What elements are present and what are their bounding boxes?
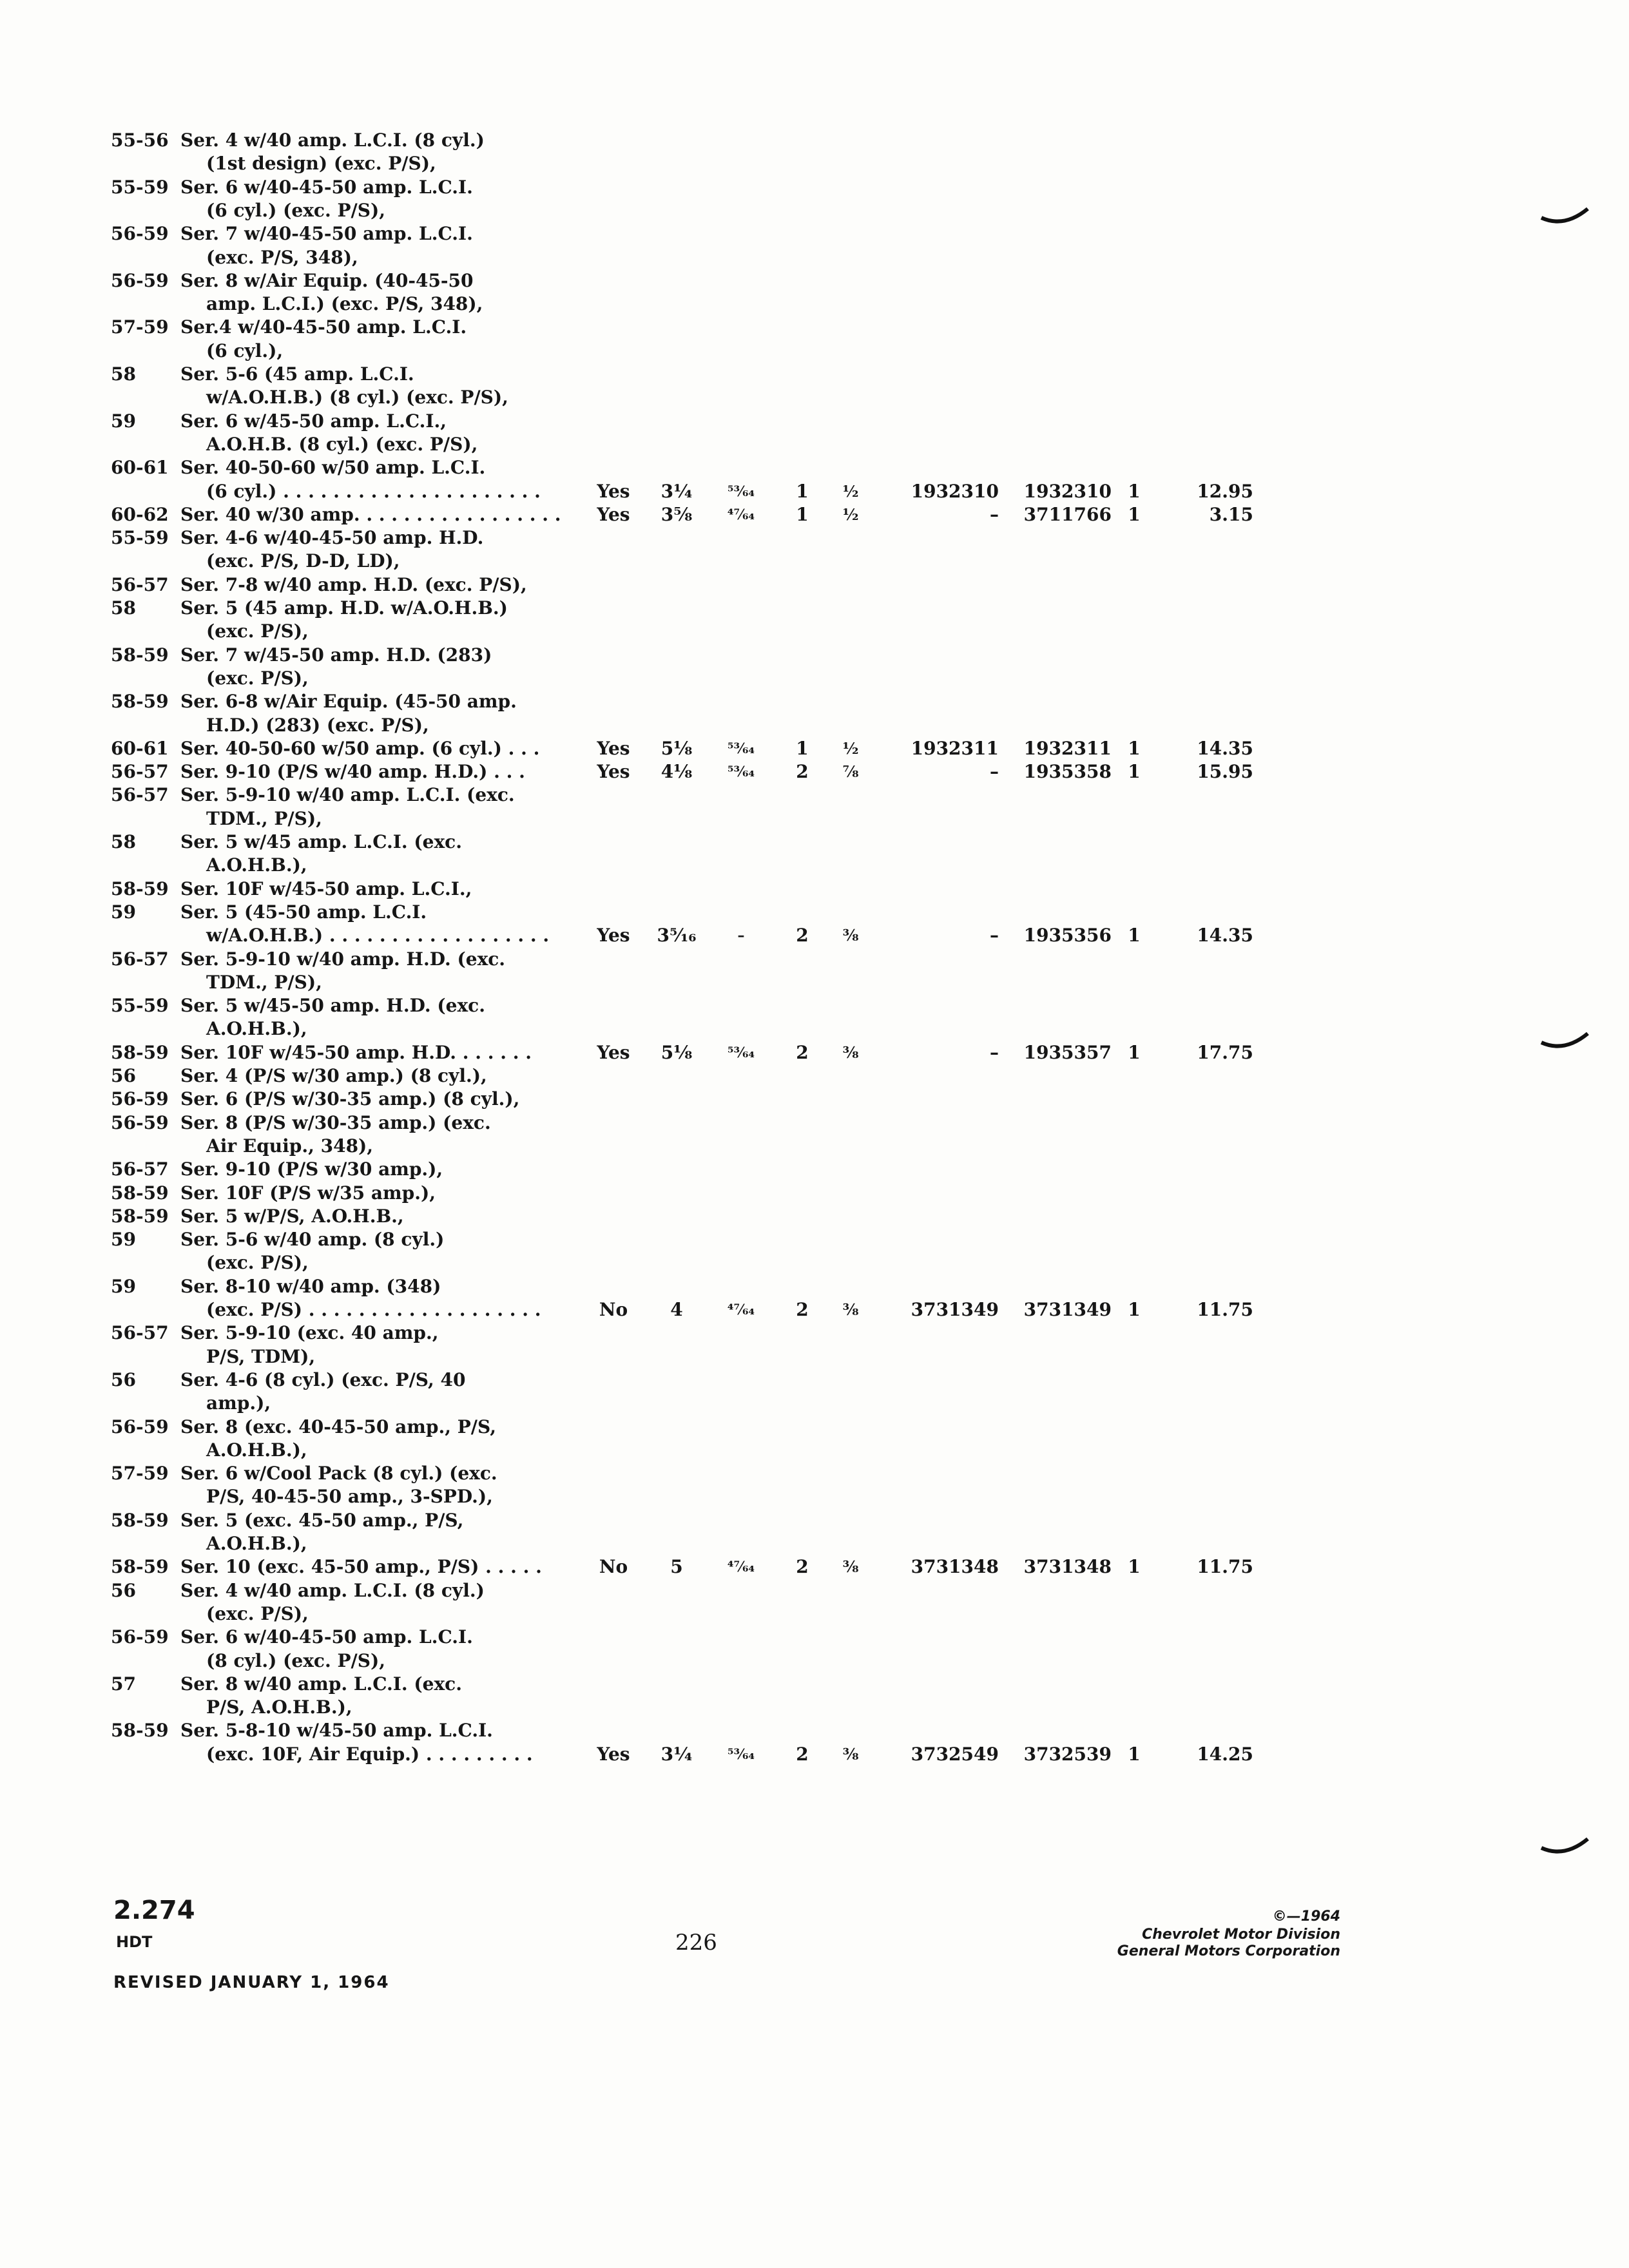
quantity-a: 2 [796,1041,809,1063]
price: 15.95 [1197,761,1253,783]
new-part-number: 3731348 [1023,1556,1112,1578]
fraction: ⁴⁷⁄₆₄ [727,1559,755,1576]
service-flag: Yes [597,1041,630,1063]
table-row [0,525,1629,551]
length: 3¼ [660,480,693,502]
application-description: amp. L.C.I.) (exc. P/S, 348), [206,293,483,315]
quantity: 1 [1128,1299,1141,1320]
application-description: Ser. 5 (exc. 45-50 amp., P/S, [180,1509,464,1531]
application-description: Ser. 40-50-60 w/50 amp. (6 cyl.) . . . [180,737,540,759]
model-years: 56-57 [111,1158,169,1180]
model-years: 58 [111,363,136,385]
price: 17.75 [1197,1041,1253,1063]
table-row [0,595,1629,621]
quantity-a: 2 [796,925,809,947]
table-row [0,1180,1629,1206]
length: 5 [670,1556,683,1578]
model-years: 56-57 [111,573,169,595]
model-years: 57 [111,1673,136,1695]
original-part-number: 1932310 [911,480,999,502]
fraction: ⁵³⁄₆₄ [727,764,755,781]
size: ½ [842,505,859,524]
model-years: 56-59 [111,1111,169,1133]
original-part-number: – [990,503,999,525]
table-row [0,736,1629,762]
table-row [0,361,1629,387]
fraction: ⁴⁷⁄₆₄ [727,506,755,523]
table-row [0,1742,1629,1767]
table-row [0,338,1629,364]
table-row [0,619,1629,644]
table-row [0,432,1629,457]
service-flag: Yes [597,737,630,759]
application-description: Ser. 7 w/45-50 amp. H.D. (283) [180,644,492,666]
application-description: Ser. 8-10 w/40 amp. (348) [180,1275,441,1297]
model-years: 59 [111,1229,136,1251]
application-description: (1st design) (exc. P/S), [206,153,436,175]
new-part-number: 1935357 [1023,1041,1112,1063]
length: 5⅛ [660,737,693,759]
service-flag: Yes [597,925,630,947]
table-row [0,198,1629,224]
application-description: Ser. 5 w/P/S, A.O.H.B., [180,1205,404,1227]
table-row [0,1344,1629,1370]
application-description: Ser. 7 w/40-45-50 amp. L.C.I. [180,223,473,245]
catalog-code: HDT [116,1933,153,1951]
quantity: 1 [1128,1041,1141,1063]
application-description: Ser. 4-6 (8 cyl.) (exc. P/S, 40 [180,1369,466,1390]
application-description: Ser. 5-8-10 w/45-50 amp. L.C.I. [180,1720,493,1742]
quantity-a: 1 [796,480,809,502]
quantity: 1 [1128,503,1141,525]
application-description: Ser. 6 w/40-45-50 amp. L.C.I. [180,176,473,198]
service-flag: Yes [597,761,630,783]
application-description: Ser. 10 (exc. 45-50 amp., P/S) . . . . . [180,1556,542,1578]
table-row [0,1695,1629,1720]
size: ⅜ [842,1300,859,1319]
size: ⅜ [842,926,859,945]
new-part-number: 3731349 [1023,1299,1112,1320]
table-row [0,923,1629,948]
application-description: (exc. P/S) . . . . . . . . . . . . . . . . . . . [206,1299,541,1320]
quantity-a: 2 [796,1743,809,1765]
model-years: 59 [111,901,136,923]
application-description: P/S, TDM), [206,1345,316,1367]
table-row [0,689,1629,715]
table-row [0,1531,1629,1557]
original-part-number: – [990,761,999,783]
table-row [0,502,1629,528]
table-row [0,1250,1629,1276]
application-description: w/A.O.H.B.) . . . . . . . . . . . . . . . . . . [206,925,550,947]
model-years: 58 [111,831,136,852]
table-row [0,1390,1629,1416]
application-description: Ser. 6 (P/S w/30-35 amp.) (8 cyl.), [180,1088,520,1110]
table-row [0,1367,1629,1393]
size: ½ [842,481,859,501]
application-description: (6 cyl.), [206,340,284,361]
application-description: Ser. 5-6 w/40 amp. (8 cyl.) [180,1229,445,1251]
quantity: 1 [1128,1743,1141,1765]
model-years: 58 [111,597,136,619]
table-row [0,151,1629,177]
model-years: 59 [111,410,136,432]
application-description: Ser. 5-9-10 w/40 amp. H.D. (exc. [180,948,506,970]
original-part-number: 3731349 [911,1299,999,1320]
application-description: Ser. 8 w/40 amp. L.C.I. (exc. [180,1673,462,1695]
table-row [0,852,1629,878]
model-years: 60-61 [111,457,169,479]
model-years: 59 [111,1275,136,1297]
service-flag: Yes [597,503,630,525]
application-description: (exc. P/S, 348), [206,246,358,268]
model-years: 58-59 [111,1556,169,1578]
application-description: Ser. 5 (45-50 amp. L.C.I. [180,901,427,923]
application-description: (exc. 10F, Air Equip.) . . . . . . . . . [206,1743,533,1765]
service-flag: Yes [597,480,630,502]
length: 5⅛ [660,1041,693,1063]
application-description: Ser. 10F w/45-50 amp. H.D. . . . . . . [180,1041,532,1063]
application-description: Ser. 5-6 (45 amp. L.C.I. [180,363,414,385]
application-description: amp.), [206,1392,271,1414]
table-row [0,642,1629,668]
model-years: 60-62 [111,503,169,525]
price: 12.95 [1197,480,1253,502]
binding-mark-icon [1539,204,1590,229]
application-description: (8 cyl.) (exc. P/S), [206,1649,385,1671]
application-description: Ser. 7-8 w/40 amp. H.D. (exc. P/S), [180,573,527,595]
size: ½ [842,738,859,758]
table-row [0,759,1629,785]
application-description: A.O.H.B.), [206,1533,307,1554]
table-row [0,1110,1629,1136]
application-description: Ser. 5-9-10 w/40 amp. L.C.I. (exc. [180,784,515,806]
quantity: 1 [1128,761,1141,783]
application-description: Ser. 8 (P/S w/30-35 amp.) (exc. [180,1111,491,1133]
table-row [0,291,1629,317]
table-row [0,1508,1629,1533]
application-description: H.D.) (283) (exc. P/S), [206,714,429,736]
table-row [0,1624,1629,1650]
table-row [0,876,1629,902]
table-row [0,1718,1629,1744]
new-part-number: 1935358 [1023,761,1112,783]
application-description: (exc. P/S), [206,1252,309,1274]
quantity: 1 [1128,480,1141,502]
model-years: 58-59 [111,1509,169,1531]
model-years: 56 [111,1579,136,1601]
table-row [0,1601,1629,1627]
model-years: 57-59 [111,1463,169,1485]
publisher-corporation: General Motors Corporation [1117,1943,1340,1959]
model-years: 56-57 [111,784,169,806]
application-description: (exc. P/S), [206,1602,309,1624]
model-years: 56-57 [111,1322,169,1344]
application-description: Ser.4 w/40-45-50 amp. L.C.I. [180,316,467,338]
price: 11.75 [1197,1556,1253,1578]
application-description: A.O.H.B.), [206,1018,307,1040]
table-row [0,455,1629,481]
table-row [0,1227,1629,1253]
application-description: Ser. 4 w/40 amp. L.C.I. (8 cyl.) [180,1579,485,1601]
publisher-division: Chevrolet Motor Division [1142,1927,1340,1943]
price: 14.35 [1197,925,1253,947]
service-flag: No [599,1299,628,1320]
quantity: 1 [1128,925,1141,947]
table-row [0,245,1629,271]
original-part-number: 3732549 [911,1743,999,1765]
table-row [0,1484,1629,1510]
fraction: ⁵³⁄₆₄ [727,483,755,500]
application-description: (exc. P/S), [206,667,309,689]
model-years: 56-57 [111,761,169,783]
table-row [0,1133,1629,1159]
application-description: TDM., P/S), [206,971,322,993]
table-row [0,1086,1629,1112]
application-description: Ser. 6 w/40-45-50 amp. L.C.I. [180,1626,473,1648]
application-description: Ser. 4 w/40 amp. L.C.I. (8 cyl.) [180,130,485,151]
new-part-number: 3711766 [1023,503,1112,525]
quantity: 1 [1128,1556,1141,1578]
application-description: Ser. 6-8 w/Air Equip. (45-50 amp. [180,691,517,713]
table-row [0,1320,1629,1346]
quantity: 1 [1128,737,1141,759]
application-description: Ser. 6 w/Cool Pack (8 cyl.) (exc. [180,1463,497,1485]
model-years: 55-59 [111,995,169,1017]
model-years: 56-59 [111,1626,169,1648]
table-row [0,314,1629,340]
model-years: 57-59 [111,316,169,338]
quantity-a: 2 [796,1299,809,1320]
model-years: 56-59 [111,1416,169,1437]
page-number: 226 [675,1930,717,1956]
length: 4⅛ [660,761,693,783]
fraction: ⁴⁷⁄₆₄ [727,1302,755,1318]
application-description: A.O.H.B. (8 cyl.) (exc. P/S), [206,433,478,455]
original-part-number: – [990,1041,999,1063]
fraction: ⁵³⁄₆₄ [727,1044,755,1061]
new-part-number: 1932311 [1023,737,1112,759]
application-description: Air Equip., 348), [206,1135,374,1157]
application-description: A.O.H.B.), [206,1439,307,1461]
binding-mark-icon [1539,1028,1590,1054]
application-description: (exc. P/S), [206,620,309,642]
application-description: P/S, 40-45-50 amp., 3-SPD.), [206,1486,493,1508]
new-part-number: 1935356 [1023,925,1112,947]
application-description: Ser. 40 w/30 amp. . . . . . . . . . . . . . . . . [180,503,561,525]
application-description: P/S, A.O.H.B.), [206,1696,352,1718]
application-description: (6 cyl.) . . . . . . . . . . . . . . . . . . . . . [206,480,541,502]
application-description: Ser. 4 (P/S w/30 amp.) (8 cyl.), [180,1065,487,1086]
application-description: Ser. 9-10 (P/S w/30 amp.), [180,1158,443,1180]
model-years: 58-59 [111,1205,169,1227]
application-description: Ser. 10F (P/S w/35 amp.), [180,1182,436,1204]
application-description: Ser. 10F w/45-50 amp. L.C.I., [180,878,472,899]
model-years: 56-59 [111,223,169,245]
application-description: TDM., P/S), [206,807,322,829]
fraction: ⁵³⁄₆₄ [727,1745,755,1763]
table-row [0,1437,1629,1463]
new-part-number: 3732539 [1023,1743,1112,1765]
table-row [0,1554,1629,1580]
application-description: Ser. 40-50-60 w/50 amp. L.C.I. [180,457,486,479]
application-description: Ser. 5 w/45-50 amp. H.D. (exc. [180,995,485,1017]
price: 14.25 [1197,1743,1253,1765]
table-row [0,128,1629,153]
table-row [0,1157,1629,1182]
price: 11.75 [1197,1299,1253,1320]
binding-mark-icon [1539,1834,1590,1860]
table-row [0,713,1629,738]
model-years: 55-56 [111,130,169,151]
model-years: 56-59 [111,1088,169,1110]
application-description: Ser. 5-9-10 (exc. 40 amp., [180,1322,439,1344]
service-flag: No [599,1556,628,1578]
copyright: ©—1964 [1272,1908,1340,1925]
application-description: Ser. 5 w/45 amp. L.C.I. (exc. [180,831,462,852]
application-description: Ser. 8 w/Air Equip. (40-45-50 [180,269,474,291]
size: ⅜ [842,1557,859,1577]
size: ⅜ [842,1043,859,1062]
table-row [0,970,1629,995]
length: 3⅝ [660,503,693,525]
table-row [0,1274,1629,1300]
size: ⅞ [842,762,859,782]
table-row [0,899,1629,925]
model-years: 56 [111,1065,136,1086]
table-row [0,666,1629,691]
new-part-number: 1932310 [1023,480,1112,502]
length: 4 [670,1299,683,1320]
quantity-a: 1 [796,503,809,525]
table-row [0,1461,1629,1486]
size: ⅜ [842,1744,859,1763]
table-row [0,782,1629,808]
model-years: 55-59 [111,176,169,198]
table-row [0,572,1629,598]
table-row [0,1063,1629,1089]
table-row [0,1671,1629,1697]
table-row [0,175,1629,200]
application-description: Ser. 8 (exc. 40-45-50 amp., P/S, [180,1416,496,1437]
original-part-number: 1932311 [911,737,999,759]
application-description: Ser. 6 w/45-50 amp. L.C.I., [180,410,447,432]
table-row [0,1297,1629,1323]
model-years: 58-59 [111,1182,169,1204]
quantity-a: 2 [796,1556,809,1578]
model-years: 56 [111,1369,136,1390]
model-years: 58-59 [111,1720,169,1742]
model-years: 55-59 [111,527,169,549]
application-description: w/A.O.H.B.) (8 cyl.) (exc. P/S), [206,387,508,408]
quantity-a: 2 [796,761,809,783]
application-description: Ser. 9-10 (P/S w/40 amp. H.D.) . . . [180,761,525,783]
quantity-a: 1 [796,737,809,759]
price: 3.15 [1209,503,1253,525]
table-row [0,993,1629,1019]
table-row [0,1016,1629,1042]
fraction: ⁵³⁄₆₄ [727,740,755,757]
original-part-number: – [990,925,999,947]
table-row [0,479,1629,505]
revised-date: REVISED JANUARY 1, 1964 [113,1973,390,1992]
table-row [0,1648,1629,1674]
length: 3¼ [660,1743,693,1765]
application-description: A.O.H.B.), [206,854,307,876]
table-row [0,385,1629,410]
section-number: 2.274 [113,1896,195,1925]
model-years: 58-59 [111,1041,169,1063]
table-row [0,548,1629,574]
model-years: 60-61 [111,737,169,759]
model-years: 58-59 [111,644,169,666]
application-description: Ser. 5 (45 amp. H.D. w/A.O.H.B.) [180,597,508,619]
table-row [0,1414,1629,1440]
fraction: – [737,927,745,945]
table-row [0,947,1629,972]
model-years: 56-59 [111,269,169,291]
model-years: 56-57 [111,948,169,970]
table-row [0,408,1629,434]
application-description: (6 cyl.) (exc. P/S), [206,199,385,221]
table-row [0,1204,1629,1229]
table-row [0,806,1629,832]
original-part-number: 3731348 [911,1556,999,1578]
table-row [0,1040,1629,1066]
table-row [0,1578,1629,1604]
length: 3⁵⁄₁₆ [657,925,697,947]
table-row [0,829,1629,855]
model-years: 58-59 [111,691,169,713]
application-description: Ser. 4-6 w/40-45-50 amp. H.D. [180,527,484,549]
table-row [0,268,1629,294]
service-flag: Yes [597,1743,630,1765]
application-description: (exc. P/S, D-D, LD), [206,550,400,572]
table-row [0,221,1629,247]
price: 14.35 [1197,737,1253,759]
model-years: 58-59 [111,878,169,899]
